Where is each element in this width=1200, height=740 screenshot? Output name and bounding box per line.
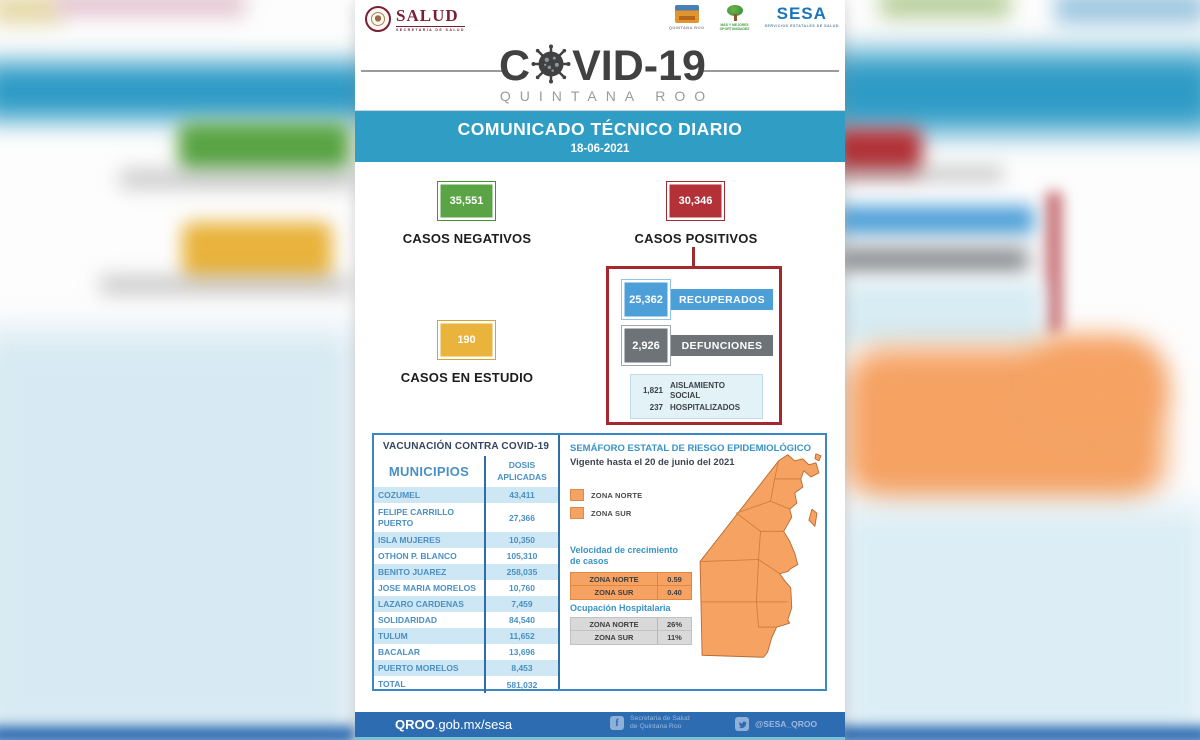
bg-banner-band-right (828, 52, 1200, 132)
bg-table-region-left (0, 330, 355, 740)
zone-value: 0.59 (657, 573, 691, 585)
isolation-value: 1,821 (642, 386, 663, 395)
oportunidades-tree-logo (713, 5, 757, 31)
growth-row-norte (570, 572, 692, 586)
facebook-icon: f (610, 716, 624, 730)
positive-cases-connector-line (692, 247, 695, 267)
isla-mujeres-island (815, 454, 821, 461)
table-row (374, 503, 558, 532)
bg-footer-strip-right (838, 726, 1200, 740)
bg-gray-bar-blur (838, 248, 1028, 272)
recovered-label-bar: RECUPERADOS (671, 289, 773, 310)
occupancy-row-sur (570, 631, 692, 645)
covid-title-right: VID-19 (572, 42, 706, 90)
bg-smear-topleft-pink (55, 0, 245, 16)
positive-cases-breakdown-box (606, 266, 782, 425)
municipality-name: PUERTO MORELOS (378, 662, 459, 673)
salud-eagle-seal-icon (365, 6, 391, 32)
municipality-name: OTHON P. BLANCO (378, 550, 457, 561)
bg-orange-map-blur-2 (1030, 338, 1160, 428)
bg-lightblue-region-right (838, 505, 1200, 740)
salud-logo-text: SALUD (396, 5, 459, 25)
bg-smear-topright-green (880, 0, 1010, 18)
covid-title-left: C (499, 42, 531, 90)
virus-icon (531, 44, 571, 92)
bg-footer-strip-left (0, 726, 355, 740)
footer-bar (355, 712, 845, 737)
vaccination-rows (374, 487, 558, 689)
bg-gray-smear-2 (100, 276, 350, 294)
zona-sur-color-swatch (570, 507, 584, 519)
doses-value: 8,453 (484, 660, 558, 676)
twitter-handle: @SESA_QROO (755, 719, 818, 729)
zone-label: ZONA NORTE (589, 619, 639, 629)
negative-cases-box: 35,551 (437, 181, 496, 221)
bg-gray-smear-1 (120, 170, 355, 188)
doses-value: 10,350 (484, 532, 558, 548)
municipios-column-header: MUNICIPIOS (388, 464, 470, 479)
facebook-line1: Secretaria de Salud (630, 715, 690, 722)
hospitalized-row (637, 403, 756, 413)
bg-green-box-blur (178, 122, 350, 170)
sesa-logo-text: SESA (776, 4, 827, 23)
doses-value: 258,035 (484, 564, 558, 580)
table-row (374, 532, 558, 548)
municipality-name: FELIPE CARRILLO PUERTO (378, 507, 455, 528)
footer-url-rest: .gob.mx/sesa (434, 717, 513, 732)
deaths-count-box: 2,926 (621, 325, 671, 366)
quintana-roo-building-icon (675, 5, 699, 23)
table-row (374, 564, 558, 580)
bg-gray-smear-right (838, 166, 1003, 182)
twitter-group (735, 717, 817, 731)
municipality-name: COZUMEL (378, 489, 421, 500)
legend-item-zona-norte (570, 489, 642, 501)
isolation-hospitalized-box (630, 374, 763, 419)
municipality-name: SOLIDARIDAD (378, 614, 438, 625)
bg-yellow-box-blur (182, 222, 332, 278)
total-value: 581,032 (484, 676, 558, 693)
bg-red-tree-line (1046, 192, 1062, 334)
municipality-name: BENITO JUAREZ (378, 566, 447, 577)
facebook-line2: de Quintana Roo (630, 723, 682, 731)
banner-date: 18-06-2021 (570, 142, 630, 155)
bg-lightblue-block-blur (838, 282, 1043, 346)
municipality-name: TULUM (378, 630, 408, 641)
table-row (374, 660, 558, 676)
doses-value: 13,696 (484, 644, 558, 660)
lower-section (372, 433, 827, 691)
hospital-occupancy-title: Ocupación Hospitalaria (570, 603, 671, 613)
growth-row-sur (570, 586, 692, 600)
zone-label: ZONA SUR (594, 633, 634, 642)
bg-smear-topleft-yellow (0, 0, 62, 24)
tree-icon (725, 5, 745, 21)
banner-title: COMUNICADO TÉCNICO DIARIO (457, 118, 743, 139)
doses-value: 84,540 (484, 612, 558, 628)
table-row (374, 628, 558, 644)
bg-smear-topright-blue (1055, 0, 1200, 24)
table-total-row (374, 676, 558, 693)
zone-value: 26% (657, 618, 691, 630)
quintana-roo-gov-logo (669, 5, 705, 30)
growth-rate-table (570, 572, 692, 600)
quintana-roo-map (690, 448, 823, 663)
municipality-name: BACALAR (378, 646, 421, 657)
negative-cases-label: CASOS NEGATIVOS (402, 231, 532, 246)
vaccination-table (374, 435, 560, 689)
facebook-group (610, 715, 690, 731)
doses-value: 11,652 (484, 628, 558, 644)
doses-value: 7,459 (484, 596, 558, 612)
municipality-name: JOSE MARIA MORELOS (378, 582, 476, 593)
tree-logo-text: MÁS Y MEJORES OPORTUNIDADES (719, 23, 750, 31)
table-row (374, 596, 558, 612)
cases-under-study-label: CASOS EN ESTUDIO (400, 370, 534, 385)
zone-value: 11% (657, 631, 691, 644)
footer-url-bold: QROO (395, 717, 435, 732)
municipality-name: LAZARO CARDENAS (378, 598, 464, 609)
doses-value: 10,760 (484, 580, 558, 596)
isolation-label: AISLAMIENTO SOCIAL (670, 380, 725, 400)
table-row (374, 580, 558, 596)
table-row (374, 612, 558, 628)
occupancy-row-norte (570, 617, 692, 631)
vaccination-header-row (374, 456, 558, 487)
cozumel-island (809, 509, 817, 526)
vaccination-title: VACUNACIÓN CONTRA COVID-19 (382, 441, 550, 452)
zona-norte-color-swatch (570, 489, 584, 501)
hospital-occupancy-table (570, 617, 692, 645)
positive-cases-label: CASOS POSITIVOS (634, 231, 758, 246)
cases-under-study-box: 190 (437, 320, 496, 360)
doses-value: 27,366 (484, 503, 558, 532)
title-rule-right (702, 70, 839, 72)
twitter-icon (735, 717, 749, 731)
bg-banner-band-left (0, 62, 370, 120)
sesa-logo-subtitle: SERVICIOS ESTATALES DE SALUD (764, 24, 839, 28)
growth-rate-title: Velocidad de crecimiento de casos (570, 545, 679, 567)
semaforo-panel (562, 435, 825, 689)
table-row (374, 644, 558, 660)
legend-item-zona-sur (570, 507, 632, 519)
zone-label: ZONA NORTE (589, 574, 639, 584)
covid-subtitle: QUINTANA ROO (499, 88, 715, 104)
recovered-count-box: 25,362 (621, 279, 671, 320)
total-label: TOTAL (378, 679, 406, 690)
footer-url (395, 717, 512, 732)
title-rule-left (361, 70, 503, 72)
isolation-row (637, 381, 756, 401)
sesa-logo (765, 5, 839, 28)
semaforo-title: SEMÁFORO ESTATAL DE RIESGO EPIDEMIOLÓGICO (570, 443, 812, 454)
municipality-name: ISLA MUJERES (378, 534, 441, 545)
table-row (374, 548, 558, 564)
doses-value: 43,411 (484, 487, 558, 503)
table-row (374, 487, 558, 503)
salud-logo-subtitle: SECRETARÍA DE SALUD (396, 27, 465, 32)
hospitalized-label: HOSPITALIZADOS (670, 402, 741, 412)
infographic-panel (355, 0, 845, 740)
covid-title (495, 44, 710, 92)
legend-label: ZONA SUR (591, 508, 632, 518)
salud-logo (365, 6, 465, 32)
hospitalized-value: 237 (649, 403, 663, 412)
bg-blue-bar-blur (838, 206, 1034, 234)
deaths-label-bar: DEFUNCIONES (671, 335, 773, 356)
positive-cases-box: 30,346 (666, 181, 725, 221)
zone-value: 0.40 (657, 586, 691, 599)
semaforo-valid-until: Vigente hasta el 20 de junio del 2021 (570, 457, 735, 468)
daily-report-banner (355, 110, 845, 162)
quintana-roo-logo-text: QUINTANA ROO (668, 25, 705, 30)
doses-value: 105,310 (484, 548, 558, 564)
facebook-account-text (630, 715, 690, 731)
dosis-column-header: DOSIS APLICADAS (484, 456, 558, 487)
zone-label: ZONA SUR (594, 588, 634, 597)
legend-label: ZONA NORTE (591, 490, 643, 500)
